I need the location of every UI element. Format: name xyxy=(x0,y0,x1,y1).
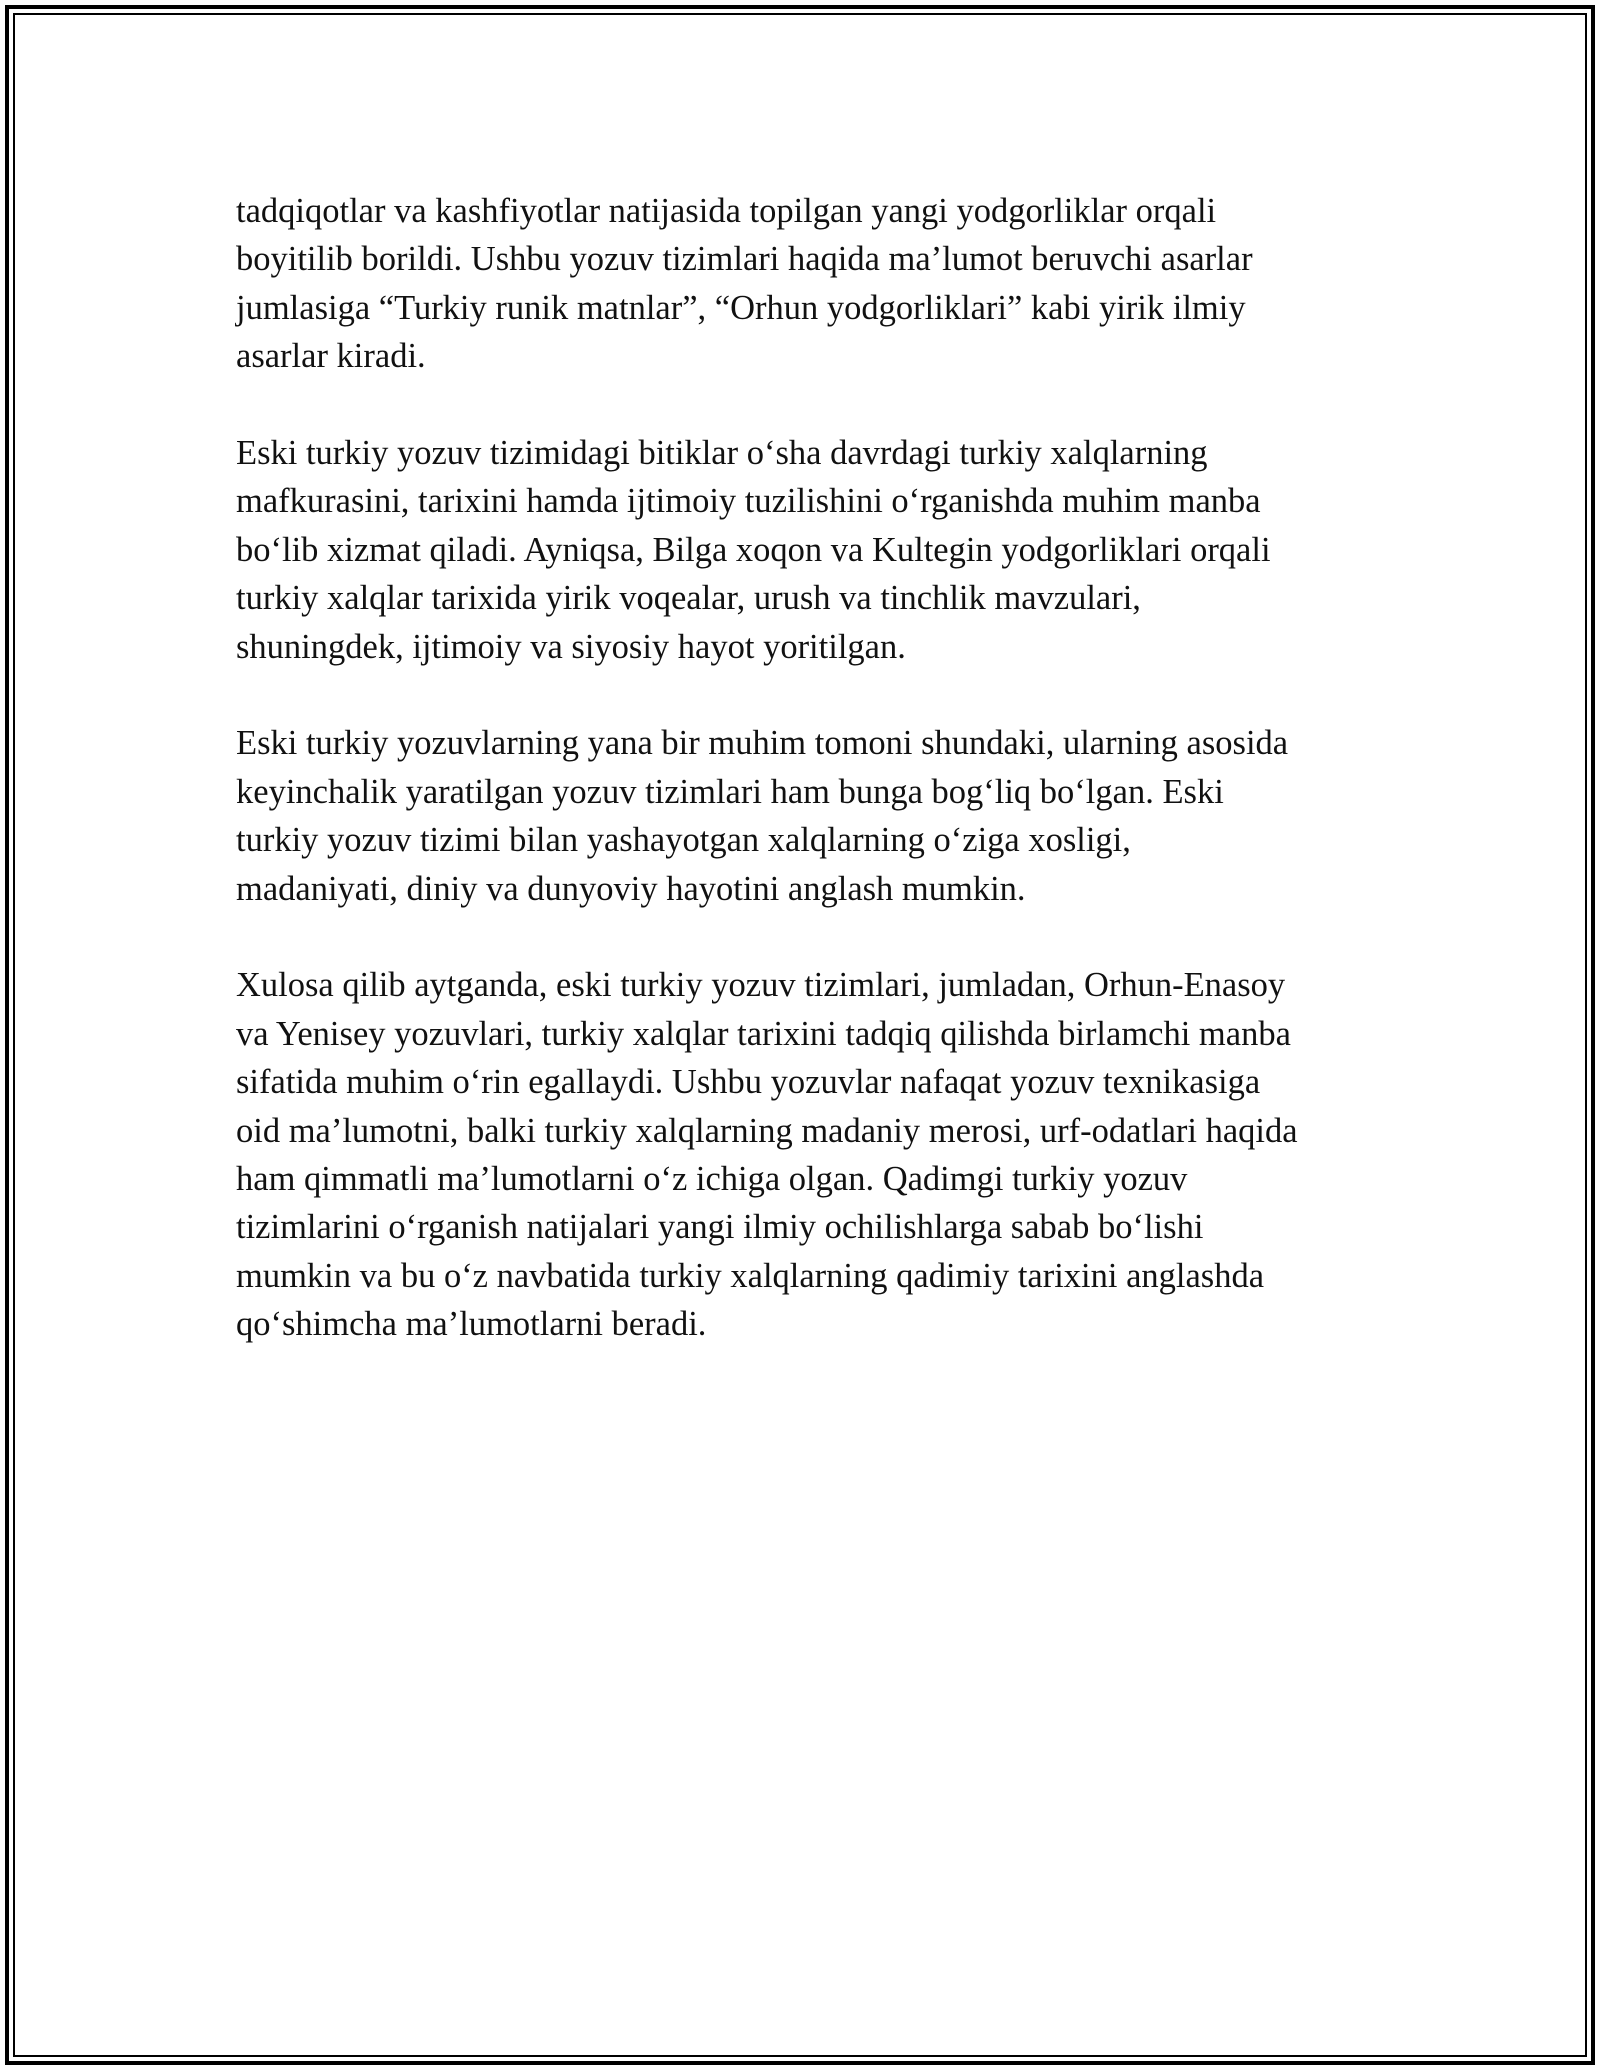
text-line: keyinchalik yaratilgan yozuv tizimlari ham bunga bog‘liq bo‘lgan. Eski xyxy=(236,772,1224,811)
paragraph-2 xyxy=(236,429,1366,671)
text-line: sifatida muhim o‘rin egallaydi. Ushbu yozuvlar nafaqat yozuv texnikasiga xyxy=(236,1063,1261,1102)
text-line: tadqiqotlar va kashfiyotlar natijasida topilgan yangi yodgorliklar orqali xyxy=(236,192,1217,230)
text-line: Eski turkiy yozuv tizimidagi bitiklar o‘sha davrdagi turkiy xalqlarning xyxy=(236,434,1208,473)
text-line: Eski turkiy yozuvlarning yana bir muhim tomoni shundaki, ularning asosida xyxy=(236,724,1289,763)
text-line: madaniyati, diniy va dunyoviy hayotini anglash mumkin. xyxy=(236,869,1026,908)
text-line: mumkin va bu o‘z navbatida turkiy xalqlarning qadimiy tarixini anglashda xyxy=(236,1256,1265,1295)
text-line: ham qimmatli ma’lumotlarni o‘z ichiga olgan. Qadimgi turkiy yozuv xyxy=(236,1160,1188,1199)
text-line: bo‘lib xizmat qiladi. Ayniqsa, Bilga xoqon va Kultegin yodgorliklari orqali xyxy=(236,530,1271,569)
text-line: Xulosa qilib aytganda, eski turkiy yozuv tizimlari, jumladan, Orhun-Enasoy xyxy=(236,966,1286,1005)
text-line: boyitilib borildi. Ushbu yozuv tizimlari haqida ma’lumot beruvchi asarlar xyxy=(236,240,1253,279)
paragraph-3 xyxy=(236,719,1366,913)
document-body xyxy=(236,187,1366,1397)
text-line: turkiy xalqlar tarixida yirik voqealar, urush va tinchlik mavzulari, xyxy=(236,579,1141,618)
text-line: oid ma’lumotni, balki turkiy xalqlarning madaniy merosi, urf-odatlari haqida xyxy=(236,1111,1298,1150)
text-line: qo‘shimcha ma’lumotlarni beradi. xyxy=(236,1305,707,1344)
text-line: jumlasiga “Turkiy runik matnlar”, “Orhun yodgorliklari” kabi yirik ilmiy xyxy=(236,288,1246,327)
text-line: shuningdek, ijtimoiy va siyosiy hayot yoritilgan. xyxy=(236,627,906,666)
text-line: turkiy yozuv tizimi bilan yashayotgan xalqlarning o‘ziga xosligi, xyxy=(236,821,1131,860)
text-line: mafkurasini, tarixini hamda ijtimoiy tuzilishini o‘rganishda muhim manba xyxy=(236,482,1261,521)
paragraph-1 xyxy=(236,187,1366,381)
text-line: asarlar kiradi. xyxy=(236,337,426,376)
text-line: va Yenisey yozuvlari, turkiy xalqlar tarixini tadqiq qilishda birlamchi manba xyxy=(236,1014,1291,1053)
text-line: tizimlarini o‘rganish natijalari yangi ilmiy ochilishlarga sabab bo‘lishi xyxy=(236,1208,1204,1247)
paragraph-4 xyxy=(236,961,1366,1348)
